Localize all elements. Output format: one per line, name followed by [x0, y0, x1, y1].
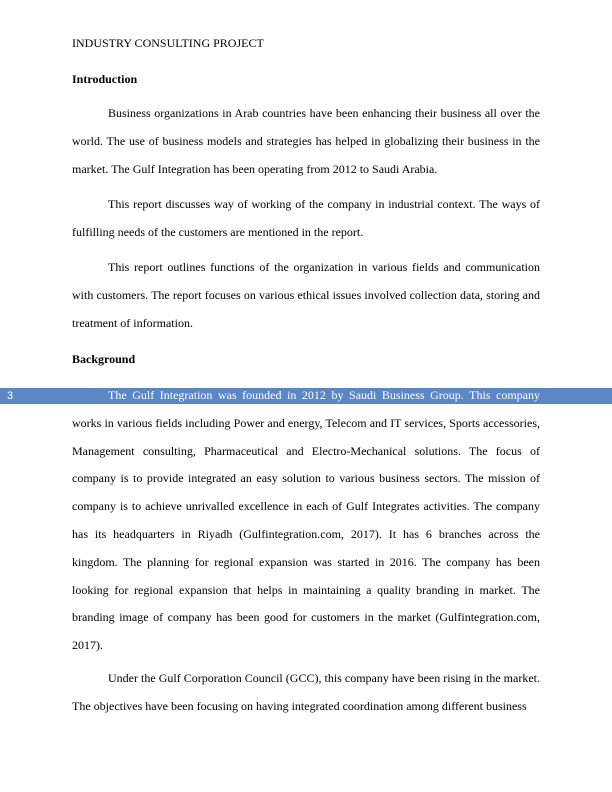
intro-paragraph-2: This report discusses way of working of the company in industrial context. The ways of fulfilling needs of the customers are mentioned in the report.	[72, 197, 540, 239]
background-heading: Background	[72, 352, 136, 366]
background-paragraph-2: Under the Gulf Corporation Council (GCC), this company have been rising in the market. The objectives have been focusing on having integrated coordination among different business	[72, 671, 540, 713]
intro-paragraph-1: Business organizations in Arab countries have been enhancing their business all over the world. The use of business models and strategies has helped in globalizing their business in the market. The Gulf Integration has been operating from 2012 to Saudi Arabia.	[72, 106, 540, 176]
introduction-heading: Introduction	[72, 72, 138, 86]
background-paragraph-1: The Gulf Integration was founded in 2012 by Saudi Business Group. This company works in various fields including Power and energy, Telecom and IT services, Sports accessories, Management consulting, Pharmaceutical and Electro-Mechanical solutions. The focus of company is to provide integrated an easy solution to various business sectors. The mission of company is to achieve unrivalled excellence in each of Gulf Integrates activities. The company has its headquarters in Riyadh (Gulfintegration.com, 2017). It has 6 branches across the kingdom. The planning for regional expansion was started in 2016. The company has been looking for regional expansion that helps in maintaining a quality branding in market. The branding image of company has been good for customers in the market (Gulfintegration.com, 2017).	[72, 388, 540, 653]
intro-paragraph-3: This report outlines functions of the organization in various fields and communication with customers. The report focuses on various ethical issues involved collection data, storing and treatment of information.	[72, 260, 540, 330]
running-header: INDUSTRY CONSULTING PROJECT	[72, 36, 264, 50]
line-number-label: 3	[7, 390, 14, 402]
